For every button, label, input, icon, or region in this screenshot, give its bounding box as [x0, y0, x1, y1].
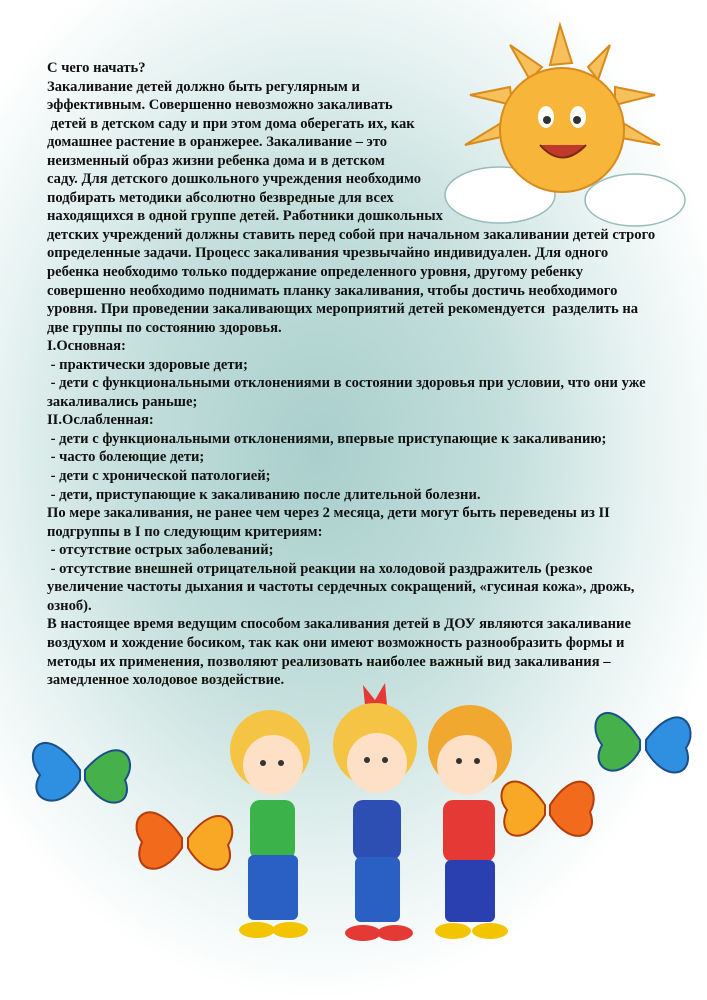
text-line: эффективным. Совершенно невозможно закаливать	[47, 97, 393, 114]
text-line: - часто болеющие дети;	[47, 449, 205, 466]
text-line: В настоящее время ведущим способом закаливания детей в ДОУ являются закаливание	[47, 616, 631, 633]
text-line: - практически здоровые дети;	[47, 356, 248, 373]
text-line: неизменный образ жизни ребенка дома и в детском	[47, 152, 385, 169]
text-line: ребенка необходимо только поддержание определенного уровня, другому ребенку	[47, 264, 583, 281]
text-line: Закаливание детей должно быть регулярным и	[47, 78, 360, 95]
text-line: детей в детском саду и при этом дома оберегать их, как	[47, 115, 415, 132]
butterfly-blue-right-illustration	[588, 690, 698, 790]
text-line: замедленное холодовое воздействие.	[47, 672, 285, 689]
text-line: По мере закаливания, не ранее чем через 2 месяца, дети могут быть переведены из II	[47, 505, 610, 522]
butterfly-blue-left-illustration	[25, 720, 140, 820]
text-line: совершенно необходимо поднимать планку закаливания, чтобы достичь необходимого	[47, 282, 618, 299]
text-line: - дети с функциональными отклонениями, впервые приступающие к закаливанию;	[47, 430, 607, 447]
text-line: две группы по состоянию здоровья.	[47, 319, 282, 336]
text-line: - отсутствие внешней отрицательной реакции на холодовой раздражитель (резкое	[47, 560, 593, 577]
text-line: домашнее растение в оранжерее. Закаливание – это	[47, 134, 388, 151]
text-line: закаливались раньше;	[47, 393, 198, 410]
text-line: детских учреждений должны ставить перед собой при начальном закаливании детей строго	[47, 226, 656, 243]
text-line: методы их применения, позволяют реализовать наиболее важный вид закаливания –	[47, 653, 611, 670]
text-line: увеличение частоты дыхания и частоты сердечных сокращений, «гусиная кожа», дрожь,	[47, 579, 635, 596]
text-line: определенные задачи. Процесс закаливания чрезвычайно индивидуален. Для одного	[47, 245, 609, 262]
text-line: подгруппы в I по следующим критериям:	[47, 523, 323, 540]
text-line: находящихся в одной группе детей. Работники дошкольных	[47, 208, 443, 225]
text-line: - дети с функциональными отклонениями в состоянии здоровья при условии, что они уже	[47, 375, 646, 392]
text-line: саду. Для детского дошкольного учреждения необходимо	[47, 171, 422, 188]
three-children-illustration	[215, 675, 545, 955]
text-line: - дети, приступающие к закаливанию после длительной болезни.	[47, 486, 481, 503]
text-line: II.Ослабленная:	[47, 412, 154, 429]
article-heading: С чего начать?	[47, 60, 146, 76]
text-line: I.Основная:	[47, 338, 126, 355]
text-line: подбирать методики абсолютно безвредные для всех	[47, 189, 394, 206]
text-line: озноб).	[47, 597, 92, 614]
text-line: воздухом и хождение босиком, так как они имеют возможность разнообразить формы и	[47, 634, 625, 651]
text-line: - отсутствие острых заболеваний;	[47, 542, 274, 559]
text-line: - дети с хронической патологией;	[47, 468, 271, 485]
article-text	[47, 59, 697, 690]
text-line: уровня. При проведении закаливающих мероприятий детей рекомендуется разделить на	[47, 301, 639, 318]
